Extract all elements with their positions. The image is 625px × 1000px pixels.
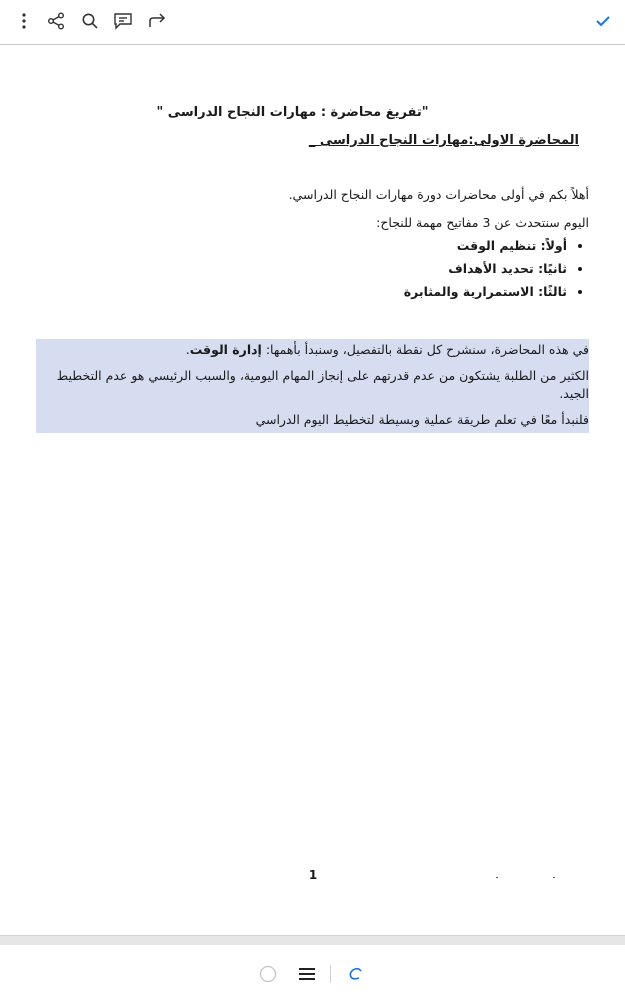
circle-icon[interactable]	[257, 963, 279, 985]
highlight-text: في هذه المحاضرة، سنشرح كل نقطة بالتفصيل، وسنبدأ بأهمها:	[261, 342, 589, 357]
check-icon[interactable]	[590, 8, 616, 34]
highlight-line-1	[36, 341, 589, 359]
intro-paragraph: أهلاً بكم في أولى محاضرات دورة مهارات النجاح الدراسي.	[288, 187, 589, 202]
share-icon[interactable]	[43, 8, 69, 34]
key-label: أولاً:	[540, 238, 567, 253]
highlight-bold-text: إدارة الوقت	[189, 342, 262, 357]
lecture-subtitle: المحاضرة الاولى:مهارات النجاح الدراسى _	[308, 133, 579, 148]
highlighted-selection[interactable]	[36, 339, 589, 433]
keys-intro-paragraph: اليوم سنتحدث عن 3 مفاتيح مهمة للنجاح:	[376, 215, 589, 230]
redo-icon[interactable]	[144, 8, 170, 34]
key-text: تنظيم الوقت	[456, 238, 541, 253]
document-title: "تفريغ محاضرة : مهارات النجاح الدراسى "	[156, 105, 429, 120]
highlight-line-2: الكثير من الطلبة يشتكون من عدم قدرتهم على إنجاز المهام اليومية، والسبب الرئيسي هو عدم التخطيط الجيد.	[56, 368, 589, 401]
toolbar-divider	[330, 965, 331, 983]
highlight-period: .	[185, 342, 190, 357]
document-page	[0, 45, 625, 935]
page-separator	[0, 935, 625, 945]
top-toolbar	[0, 0, 625, 45]
more-vertical-icon[interactable]	[11, 8, 37, 34]
menu-icon[interactable]	[296, 963, 318, 985]
keys-list	[36, 236, 589, 301]
footer-dot	[553, 877, 555, 878]
key-text: تحديد الأهداف	[448, 261, 539, 276]
key-label: ثالثًا:	[538, 284, 567, 299]
page-number: 1	[308, 868, 318, 882]
highlight-line-3: فلنبدأ معًا في تعلم طريقة عملية وبسيطة لتخطيط اليوم الدراسي	[255, 412, 589, 427]
key-label: ثانيًا:	[538, 261, 567, 276]
bottom-toolbar	[0, 945, 625, 1000]
edit-pen-icon[interactable]	[345, 963, 367, 985]
footer-dot	[496, 877, 498, 878]
list-item	[36, 236, 567, 255]
list-item	[36, 259, 567, 278]
key-text: الاستمرارية والمثابرة	[403, 284, 539, 299]
list-item	[36, 282, 567, 301]
comment-icon[interactable]	[110, 8, 136, 34]
search-icon[interactable]	[77, 8, 103, 34]
document-body	[36, 105, 589, 433]
